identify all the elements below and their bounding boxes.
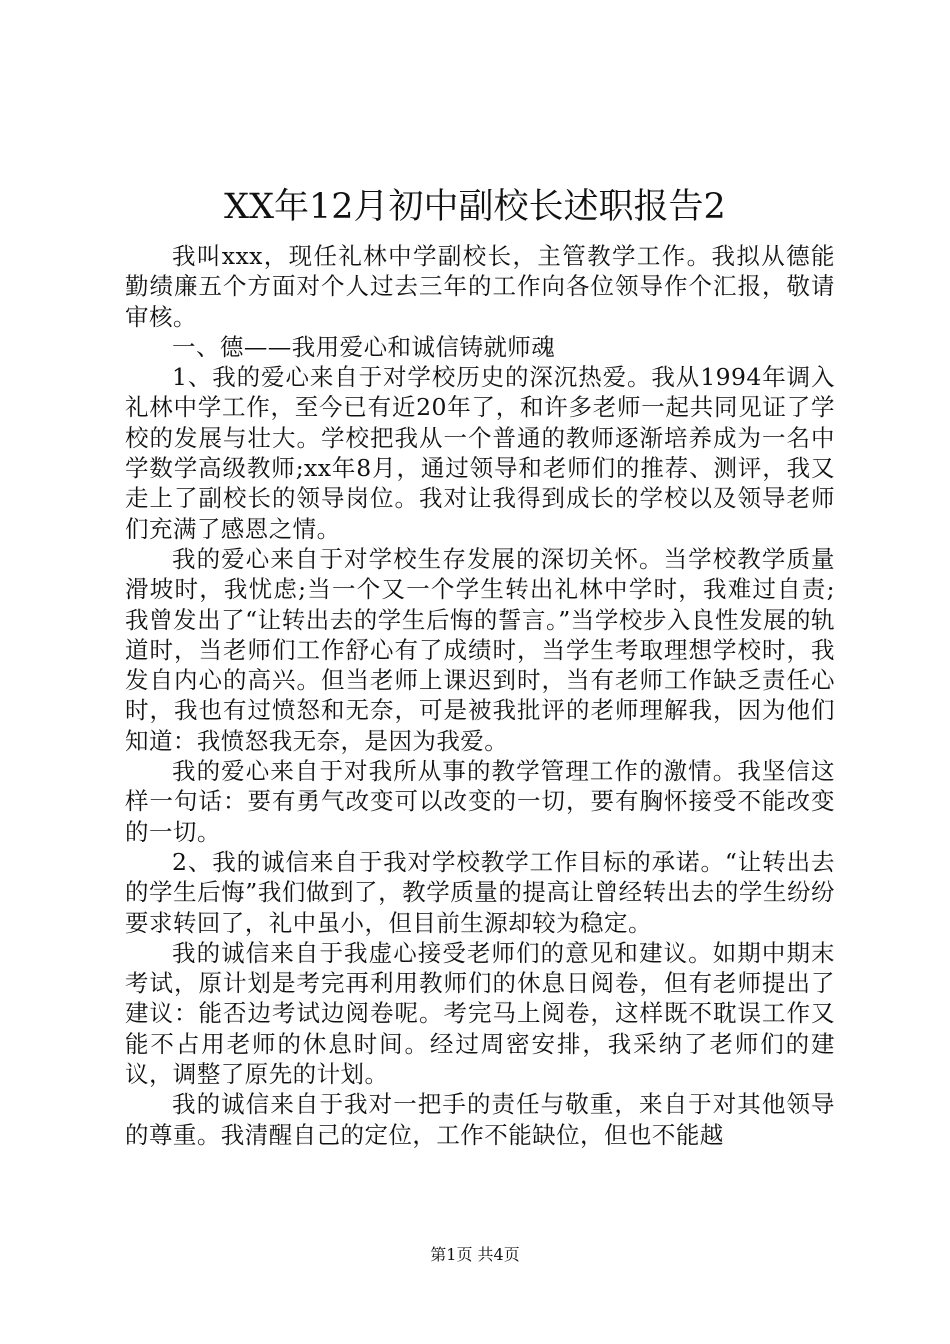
paragraph-intro: 我叫xxx，现任礼林中学副校长，主管教学工作。我拟从德能勤绩廉五个方面对个人过去三年的工作向各位领导作个汇报，敬请审核。 [125,242,835,331]
paragraph-integrity-advice: 我的诚信来自于我虚心接受老师们的意见和建议。如期中期末考试，原计划是考完再利用教师们的休息日阅卷，但有老师提出了建议：能否边考试边阅卷呢。考完马上阅卷，这样既不耽误工作又能不占用老师的休息时间。经过周密安排，我采纳了老师们的建议，调整了原先的计划。 [125,938,835,1089]
paragraph-love-development: 我的爱心来自于对学校生存发展的深切关怀。当学校教学质量滑坡时，我忧虑;当一个又一个学生转出礼林中学时，我难过自责;我曾发出了“让转出去的学生后悔的誓言。”当学校步入良性发展的轨道时，当老师们工作舒心有了成绩时，当学生考取理想学校时，我发自内心的高兴。但当老师上课迟到时，当有老师工作缺乏责任心时，我也有过愤怒和无奈，可是被我批评的老师理解我，因为他们知道：我愤怒我无奈，是因为我爱。 [125,544,835,755]
paragraph-love-passion: 我的爱心来自于对我所从事的教学管理工作的激情。我坚信这样一句话：要有勇气改变可以改变的一切，要有胸怀接受不能改变的一切。 [125,757,835,846]
paragraph-integrity-promise: 2、我的诚信来自于我对学校教学工作目标的承诺。“让转出去的学生后悔”我们做到了，教学质量的提高让曾经转出去的学生纷纷要求转回了，礼中虽小，但目前生源却较为稳定。 [125,847,835,937]
paragraph-love-history: 1、我的爱心来自于对学校历史的深沉热爱。我从1994年调入礼林中学工作，至今已有近20年了，和许多老师一起共同见证了学校的发展与壮大。学校把我从一个普通的教师逐渐培养成为一名中学数学高级教师;xx年8月，通过领导和老师们的推荐、测评，我又走上了副校长的领导岗位。我对让我得到成长的学校以及领导老师们充满了感恩之情。 [125,363,835,543]
paragraph-integrity-respect: 我的诚信来自于我对一把手的责任与敬重，来自于对其他领导的尊重。我清醒自己的定位，工作不能缺位，但也不能越 [125,1090,835,1149]
document-title: XX年12月初中副校长述职报告2 [224,187,726,227]
section-heading-de: 一、德——我用爱心和诚信铸就师魂 [172,332,556,361]
page-number: 第1页 共4页 [430,1245,520,1264]
document-body [125,241,835,1150]
